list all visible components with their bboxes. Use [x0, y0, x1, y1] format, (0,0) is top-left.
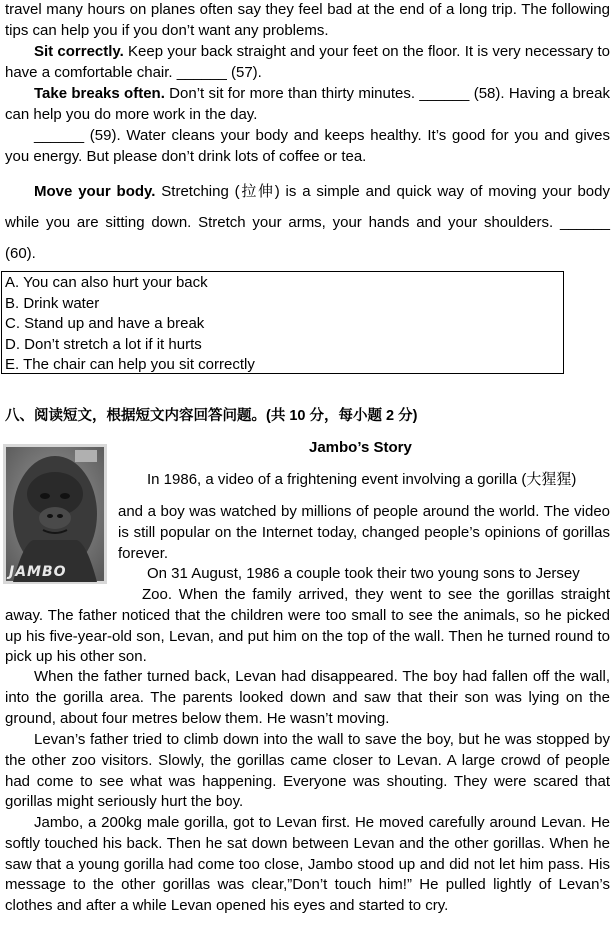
story-paragraph-1: and a boy was watched by millions of people around the world. The video is still popular on the Internet today, changed people’s opinions of gorillas forever. [118, 503, 610, 562]
tip-drink-water: ______ (59). Water cleans your body and keeps healthy. It’s good for you and gives you energy. But please don’t drink lots of coffee or tea. [5, 127, 610, 165]
passage-intro: travel many hours on planes often say they feel bad at the end of a long trip. The following tips can help you if you don’t want any problems. [5, 1, 610, 39]
story-title: Jambo’s Story [309, 439, 412, 456]
tip-heading: Move your body. [34, 183, 156, 200]
tip-text: Stretching (拉伸) is a simple and quick way of moving your body while you are sitting down. Stretch your arms, your hands and your shoulders. ______ (60). [5, 183, 610, 262]
tip-heading: Take breaks often. [34, 85, 165, 102]
tip-move-body [5, 176, 610, 269]
options-box [1, 271, 564, 374]
photo-caption: JAMBO [9, 564, 67, 580]
option-d: D. Don’t stretch a lot if it hurts [5, 335, 202, 353]
option-e: E. The chair can help you sit correctly [5, 356, 255, 374]
section-heading: 八、阅读短文，根据短文内容回答问题。(共 10 分，每小题 2 分) [5, 408, 418, 424]
option-a: A. You can also hurt your back [5, 274, 208, 291]
gorilla-photo [3, 444, 107, 584]
tip-heading: Sit correctly. [34, 43, 124, 60]
tip-sit-correctly [5, 42, 610, 84]
story-paragraph-2-start: On 31 August, 1986 a couple took their two young sons to Jersey [147, 565, 580, 582]
tip-take-breaks [5, 84, 610, 126]
tip-text: Keep your back straight and your feet on the floor. It is very necessary to have a comfortable chair. ______ (57). [5, 43, 610, 81]
story-paragraph-4: Levan’s father tried to climb down into the wall to save the boy, but he was stopped by the other zoo visitors. Slowly, the gorillas came closer to Levan. A large crowd of people had come to see what was happening. Everyone was shouting. They were scared that gorillas might seriously hurt the boy. [5, 731, 610, 811]
story-paragraph-3: When the father turned back, Levan had disappeared. The boy had fallen off the wall, into the gorilla area. The parents looked down and saw that their son was lying on the ground, about four metres below them. He wasn’t moving. [5, 668, 610, 727]
story-paragraph-5: Jambo, a 200kg male gorilla, got to Levan first. He moved carefully around Levan. He softly touched his back. Then he sat down between Levan and the other gorillas. When he saw that a young gorilla had come too close, Jambo stood up and did not let him pass. His message to the other gorillas was clear,”Don’t touch him!” He pulled lightly of Levan’s clothes and after a while Levan opened his eyes and started to cry. [5, 814, 610, 915]
story-paragraph-1-start: In 1986, a video of a frightening event involving a gorilla (大猩猩) [147, 471, 577, 488]
option-c: C. Stand up and have a break [5, 315, 205, 333]
story-paragraph-2: Zoo. When the family arrived, they went to see the gorillas straight away. The father noticed that the children were too small to see the animals, so he picked up his five-year-old son, Levan, and put him on the top of the wall. Then he turned round to pick up his other son. [5, 586, 610, 666]
option-b: B. Drink water [5, 294, 100, 312]
tip-text: Don’t sit for more than thirty minutes. ______ (58). Having a break can help you do more work in the day. [5, 85, 610, 123]
